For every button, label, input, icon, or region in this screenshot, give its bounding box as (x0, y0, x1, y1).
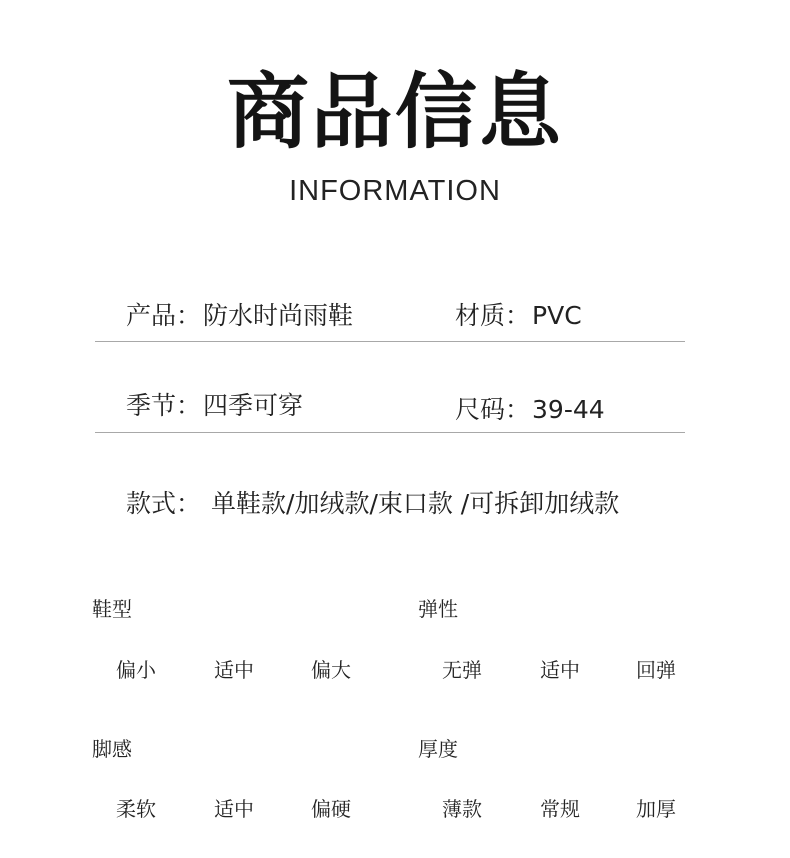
divider (95, 432, 685, 433)
spec-size-value: 39-44 (532, 395, 605, 424)
rating-option: 偏大 (311, 658, 351, 682)
spec-material (455, 300, 582, 332)
spec-style-label: 款式： (126, 489, 202, 518)
rating-option: 回弹 (636, 658, 676, 682)
rating-title-thickness: 厚度 (418, 737, 458, 761)
spec-size (455, 394, 605, 426)
rating-option: 柔软 (116, 797, 156, 821)
spec-style-value: 单鞋款/加绒款/束口款 /可拆卸加绒款 (211, 489, 620, 518)
spec-product-label: 产品： (126, 301, 202, 330)
spec-material-label: 材质： (455, 301, 531, 330)
divider (95, 341, 685, 342)
spec-season (126, 390, 303, 422)
spec-season-value: 四季可穿 (203, 391, 304, 420)
rating-option: 偏小 (116, 658, 156, 682)
rating-option: 适中 (214, 797, 254, 821)
rating-option: 偏硬 (311, 797, 351, 821)
spec-style (126, 488, 619, 520)
spec-product-value: 防水时尚雨鞋 (203, 301, 354, 330)
rating-option: 常规 (540, 797, 580, 821)
spec-season-label: 季节： (126, 391, 202, 420)
rating-option: 适中 (540, 658, 580, 682)
spec-size-label: 尺码： (455, 395, 531, 424)
rating-option: 薄款 (442, 797, 482, 821)
rating-option: 无弹 (442, 658, 482, 682)
rating-title-elasticity: 弹性 (418, 597, 458, 621)
page-title: 商品信息 (226, 65, 563, 160)
page-subtitle: INFORMATION (289, 175, 501, 207)
rating-title-comfort: 脚感 (92, 737, 132, 761)
spec-product (126, 300, 353, 332)
spec-material-value: PVC (532, 301, 582, 330)
rating-option: 适中 (214, 658, 254, 682)
rating-option: 加厚 (636, 797, 676, 821)
rating-title-shoe-shape: 鞋型 (92, 597, 132, 621)
